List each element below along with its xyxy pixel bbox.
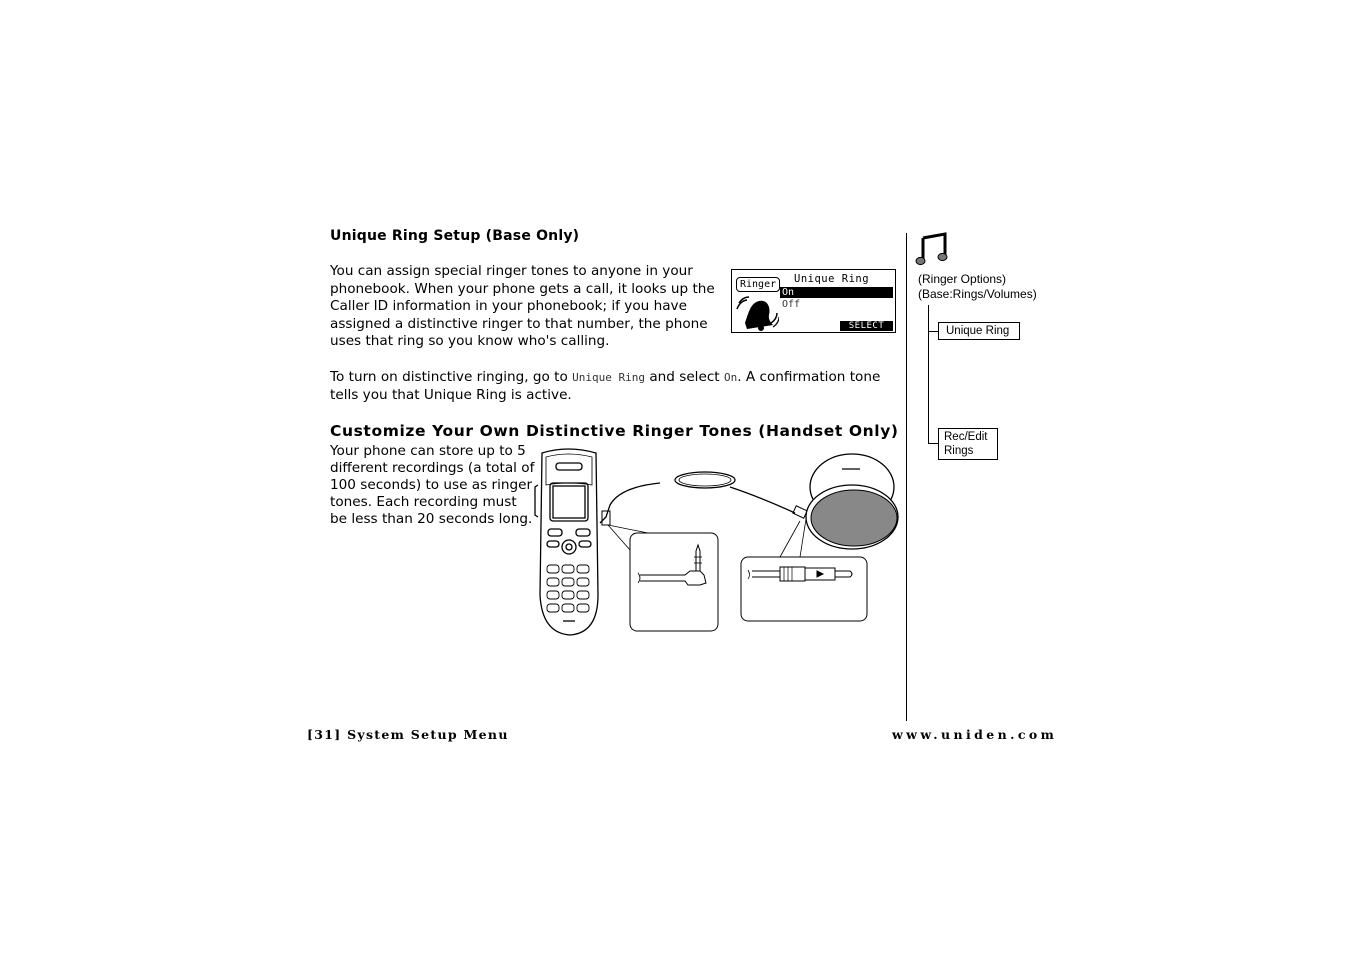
handset-icon <box>535 449 598 635</box>
lcd-option: Off <box>782 299 801 310</box>
section-heading-custom-ringer: Customize Your Own Distinctive Ringer Tones (Handset Only) <box>330 422 899 440</box>
ringing-bell-icon <box>735 293 779 331</box>
option-reference: On <box>723 371 738 384</box>
menu-reference: Unique Ring <box>572 371 646 384</box>
unique-ring-instruction <box>330 369 898 404</box>
menu-item-label: Rings <box>944 445 974 457</box>
section-heading-unique-ring: Unique Ring Setup (Base Only) <box>330 228 580 244</box>
instruction-text: To turn on distinctive ringing, go to <box>330 369 573 385</box>
custom-ringer-description: Your phone can store up to 5 different recordings (a total of 100 seconds) to use as ringer tones. Each recording must be less than 20 seconds long. <box>330 443 535 527</box>
lcd-option-selected: On <box>780 287 893 298</box>
column-divider <box>906 233 907 721</box>
menu-item-label: Rec/Edit <box>944 431 988 443</box>
lcd-title: Unique Ring <box>794 273 870 285</box>
menu-item-unique-ring: Unique Ring <box>938 322 1020 340</box>
lcd-tag: Ringer <box>736 277 780 292</box>
menu-path-line: (Base:Rings/Volumes) <box>918 286 1037 301</box>
menu-tree-branch <box>928 331 938 332</box>
page-footer-section: [31] System Setup Menu <box>307 727 509 742</box>
menu-tree-branch <box>928 443 938 444</box>
menu-path-line: (Ringer Options) <box>918 272 1007 286</box>
portable-cd-player-icon <box>806 454 898 549</box>
menu-tree-line <box>928 305 929 443</box>
music-note-icon <box>915 232 951 268</box>
instruction-text: and select <box>645 369 724 385</box>
page-footer-url: www.uniden.com <box>892 727 1058 742</box>
menu-item-rec-edit-rings <box>938 428 998 460</box>
lcd-softkey: SELECT <box>840 321 893 331</box>
recording-setup-illustration <box>530 445 900 640</box>
unique-ring-description: You can assign special ringer tones to anyone in your phonebook. When your phone gets a call, it looks up the Caller ID information in your phonebook; if you have assigned a distinctive ringer to that number, the phone uses that ring so you know who's calling. <box>330 263 715 350</box>
lcd-screen <box>731 269 896 333</box>
instruction-text: . A confirmation tone tells you that Unique Ring is active. <box>330 369 881 403</box>
menu-path <box>918 272 1037 301</box>
